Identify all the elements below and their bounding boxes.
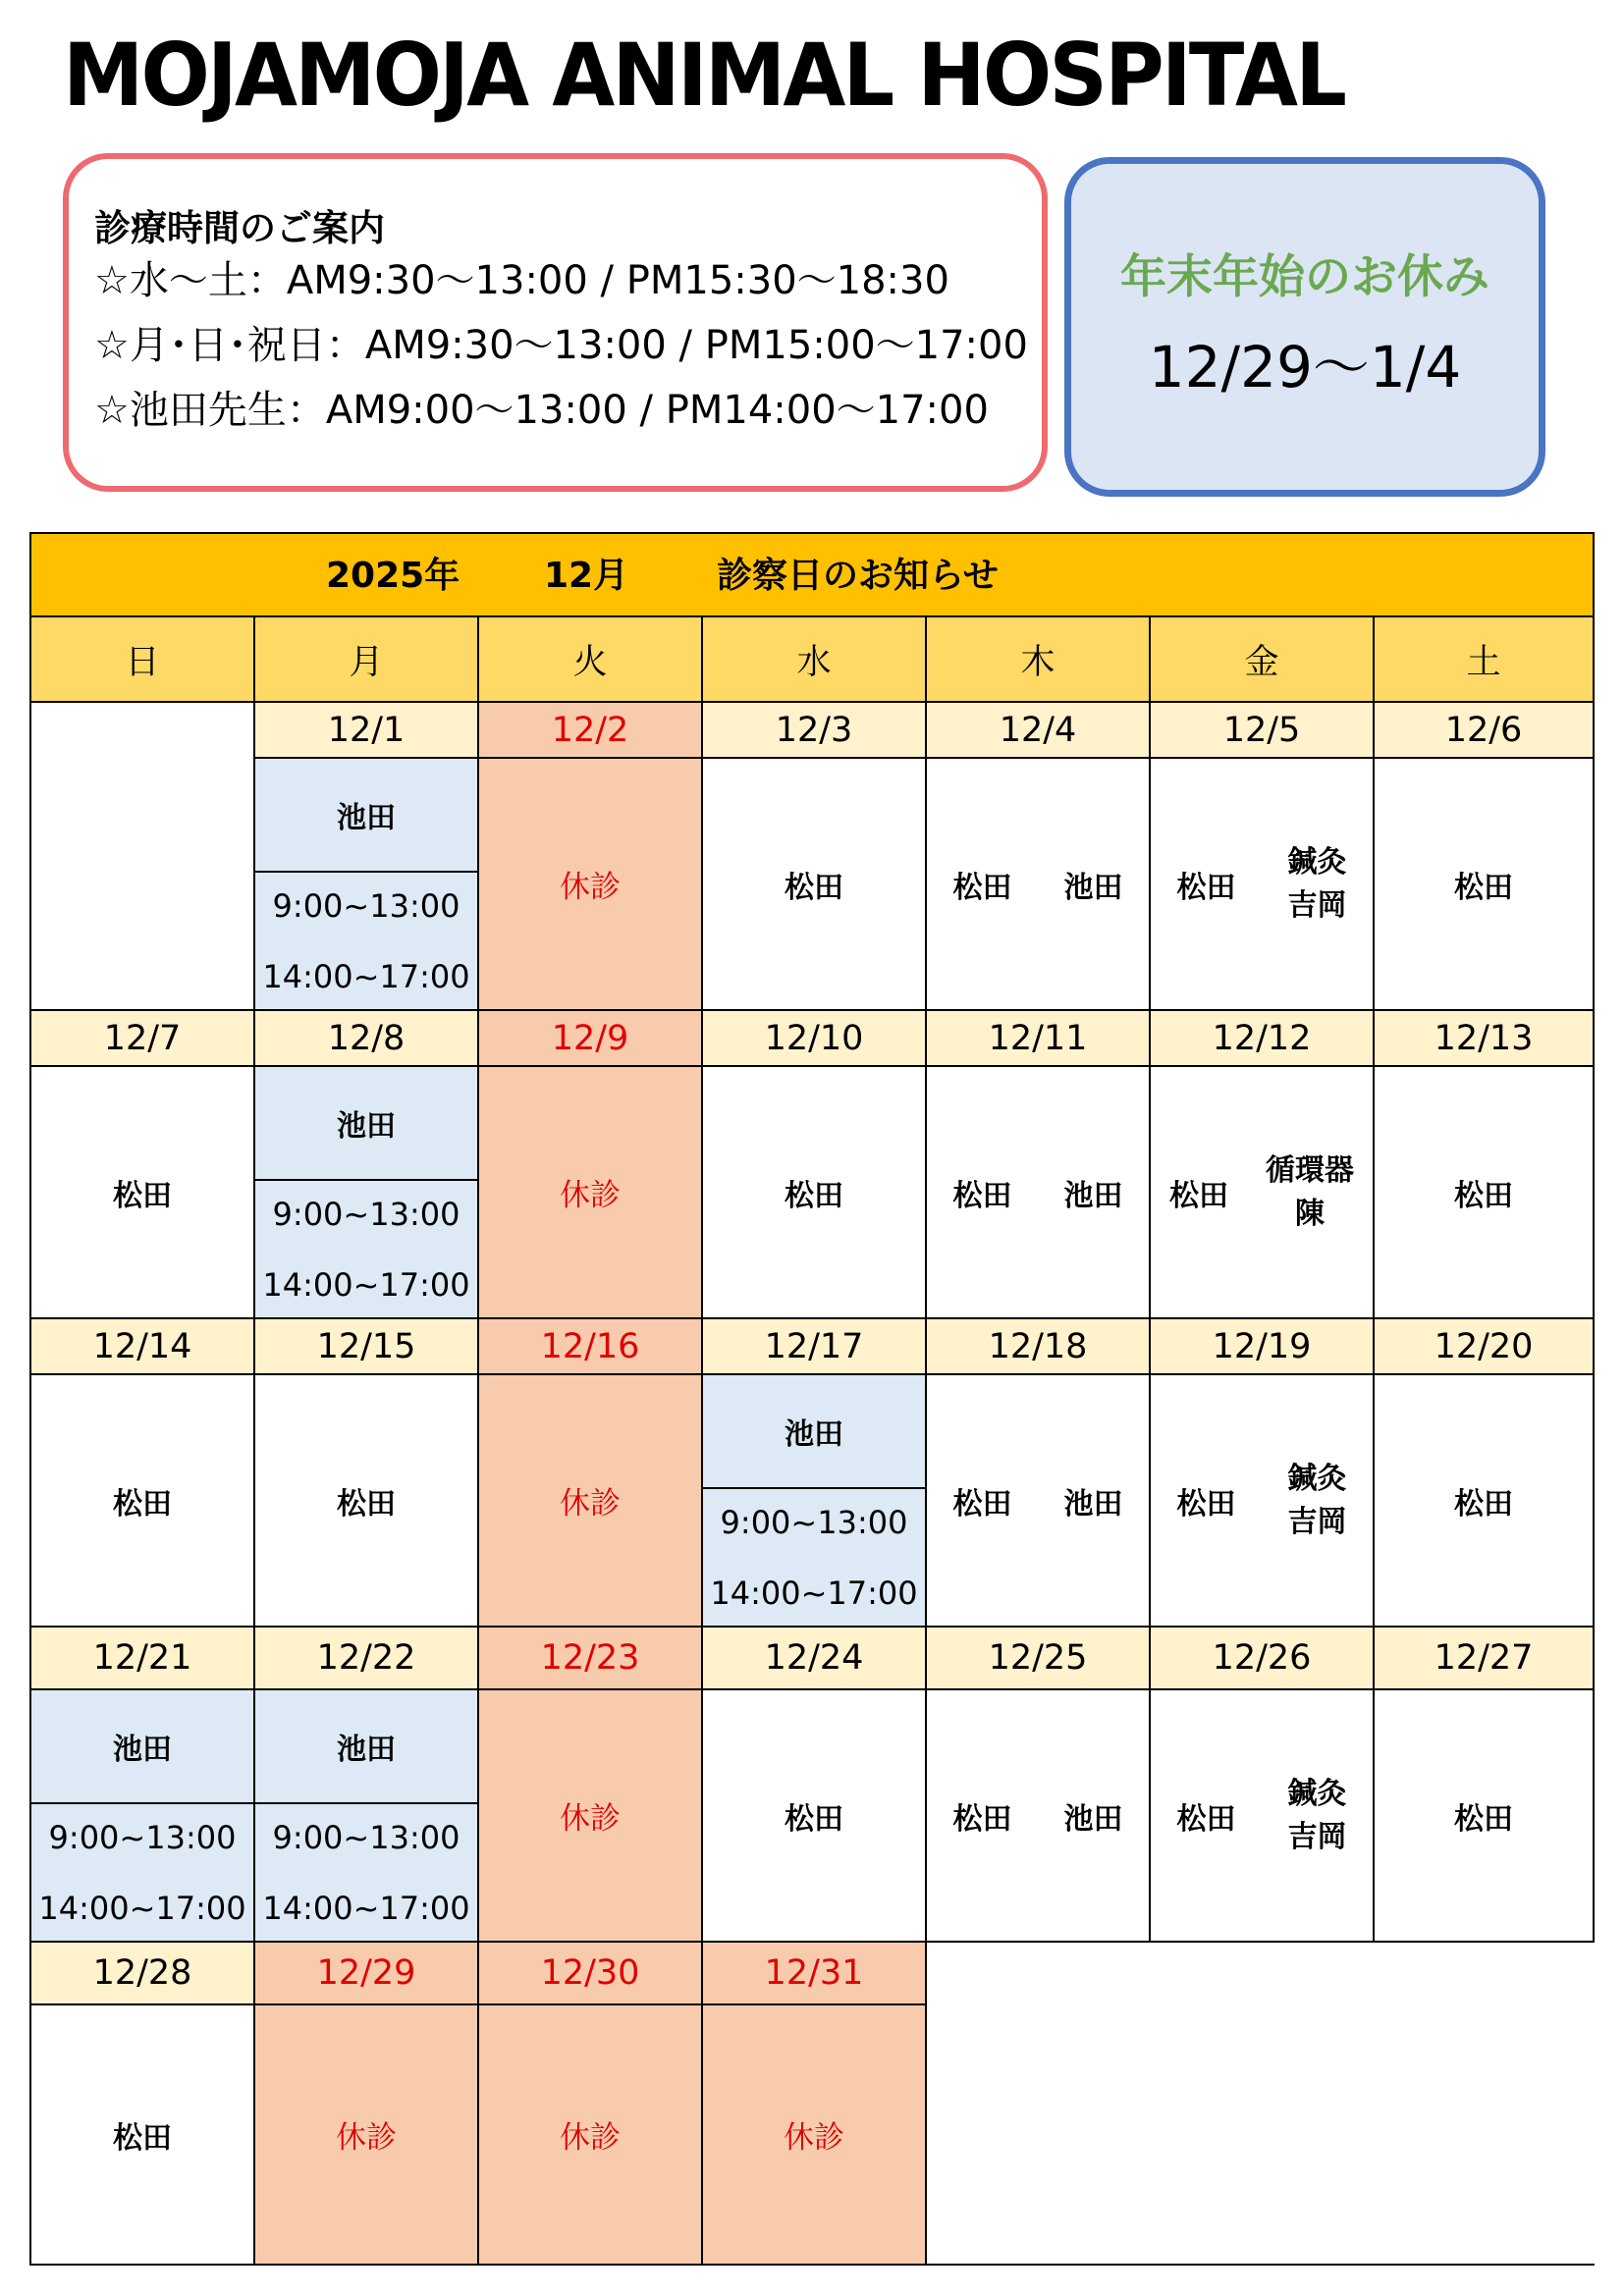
date-cell: 12/23 <box>479 1628 703 1690</box>
date-cell: 12/1 <box>255 703 479 759</box>
doctor-cell <box>31 1375 255 1628</box>
date-cell: 12/22 <box>255 1628 479 1690</box>
ikeda-hours-cell <box>255 1181 479 1319</box>
doctor-cell <box>703 1067 927 1319</box>
holiday-dates: 12/29～1/4 <box>1148 334 1462 400</box>
ikeda-am-hours: 9:00~13:00 <box>720 1503 908 1541</box>
doctor-matsuda: 松田 <box>113 2120 172 2156</box>
doctor-matsuda: 松田 <box>1176 870 1236 905</box>
date-cell: 12/20 <box>1375 1319 1595 1375</box>
ikeda-hours-cell <box>255 1804 479 1943</box>
ikeda-pm-hours: 14:00~17:00 <box>38 1889 246 1927</box>
doctor-chen: 陳 <box>1295 1196 1325 1231</box>
doctor-cell <box>31 2005 255 2266</box>
ikeda-pm-hours: 14:00~17:00 <box>262 1265 470 1304</box>
ikeda-pm-hours: 14:00~17:00 <box>710 1574 918 1612</box>
date-cell: 12/9 <box>479 1011 703 1067</box>
ikeda-am-hours: 9:00~13:00 <box>272 1195 460 1233</box>
empty-cell <box>927 1943 1595 2266</box>
date-cell: 12/11 <box>927 1011 1151 1067</box>
weekday-6: 土 <box>1375 617 1595 703</box>
doctor-cell <box>927 1375 1151 1628</box>
date-cell: 12/18 <box>927 1319 1151 1375</box>
calendar <box>29 532 1595 2266</box>
specialist <box>1288 1458 1347 1544</box>
doctor-cell <box>927 1067 1151 1319</box>
hours-title: 診療時間のご案内 <box>94 207 385 249</box>
date-cell: 12/2 <box>479 703 703 759</box>
doctor-matsuda: 松田 <box>337 1486 396 1522</box>
doctor-matsuda: 松田 <box>785 1801 843 1837</box>
doctor-cell <box>703 759 927 1011</box>
doctor-cell <box>927 759 1151 1011</box>
hours-line-mon-sun-holiday: ☆月･日･祝日：AM9:30～13:00 / PM15:00～17:00 <box>94 323 1028 368</box>
ikeda-am-hours: 9:00~13:00 <box>272 1818 460 1856</box>
doctor-cell <box>1375 1375 1595 1628</box>
doctor-matsuda: 松田 <box>1454 1801 1513 1837</box>
closed-cell <box>479 2005 703 2266</box>
closed-cell <box>255 2005 479 2266</box>
hospital-title: MOJAMOJA ANIMAL HOSPITAL <box>63 25 1345 126</box>
weekday-0: 日 <box>31 617 255 703</box>
doctor-matsuda: 松田 <box>1454 1178 1513 1213</box>
date-cell: 12/14 <box>31 1319 255 1375</box>
weekday-3: 水 <box>703 617 927 703</box>
doctor-cardio: 循環器 <box>1266 1152 1354 1188</box>
ikeda-am-hours: 9:00~13:00 <box>48 1818 237 1856</box>
date-cell: 12/29 <box>255 1943 479 2005</box>
doctor-matsuda: 松田 <box>113 1486 172 1522</box>
date-cell: 12/30 <box>479 1943 703 2005</box>
calendar-month: 12月 <box>544 556 629 596</box>
date-cell: 12/26 <box>1151 1628 1375 1690</box>
doctor-cell <box>1151 1375 1375 1628</box>
date-cell: 12/19 <box>1151 1319 1375 1375</box>
closed-label: 休診 <box>560 1801 621 1837</box>
doctor-cell <box>927 1690 1151 1943</box>
date-cell: 12/3 <box>703 703 927 759</box>
specialist <box>1266 1149 1354 1236</box>
closed-cell <box>479 1690 703 1943</box>
doctor-matsuda: 松田 <box>1169 1178 1228 1213</box>
doctor-cell <box>1375 1690 1595 1943</box>
doctor-matsuda: 松田 <box>952 870 1012 905</box>
doctor-cell <box>703 1690 927 1943</box>
ikeda-hours-cell <box>31 1804 255 1943</box>
doctor-acupuncture: 鍼灸 <box>1287 1461 1347 1496</box>
closed-label: 休診 <box>336 2120 397 2156</box>
holiday-box <box>1064 157 1545 497</box>
date-cell: 12/17 <box>703 1319 927 1375</box>
ikeda-name-cell: 池田 <box>255 1067 479 1181</box>
doctor-cell <box>1375 1067 1595 1319</box>
doctor-cell <box>1375 759 1595 1011</box>
empty-cell <box>31 703 255 1011</box>
closed-label: 休診 <box>560 2120 621 2156</box>
doctor-ikeda: 池田 <box>1063 1178 1123 1213</box>
doctor-acupuncture: 鍼灸 <box>1287 1776 1347 1811</box>
doctor-matsuda: 松田 <box>1176 1801 1236 1837</box>
doctor-matsuda: 松田 <box>952 1801 1012 1837</box>
ikeda-name-cell: 池田 <box>703 1375 927 1489</box>
date-cell: 12/10 <box>703 1011 927 1067</box>
specialist <box>1288 1773 1347 1859</box>
specialist <box>1288 841 1347 928</box>
closed-label: 休診 <box>560 1178 621 1213</box>
date-cell: 12/27 <box>1375 1628 1595 1690</box>
doctor-cell <box>31 1067 255 1319</box>
date-cell: 12/8 <box>255 1011 479 1067</box>
doctor-matsuda: 松田 <box>785 870 843 905</box>
doctor-ikeda: 池田 <box>1063 1486 1123 1522</box>
date-cell: 12/31 <box>703 1943 927 2005</box>
date-cell: 12/13 <box>1375 1011 1595 1067</box>
ikeda-pm-hours: 14:00~17:00 <box>262 957 470 995</box>
closed-cell <box>479 1067 703 1319</box>
doctor-matsuda: 松田 <box>1176 1486 1236 1522</box>
date-cell: 12/25 <box>927 1628 1151 1690</box>
calendar-header <box>31 534 1593 617</box>
date-cell: 12/28 <box>31 1943 255 2005</box>
date-cell: 12/7 <box>31 1011 255 1067</box>
closed-cell <box>479 759 703 1011</box>
closed-cell <box>479 1375 703 1628</box>
doctor-matsuda: 松田 <box>1454 870 1513 905</box>
date-cell: 12/12 <box>1151 1011 1375 1067</box>
ikeda-pm-hours: 14:00~17:00 <box>262 1889 470 1927</box>
doctor-matsuda: 松田 <box>113 1178 172 1213</box>
closed-label: 休診 <box>784 2120 844 2156</box>
ikeda-am-hours: 9:00~13:00 <box>272 886 460 925</box>
doctor-cell <box>1151 1690 1375 1943</box>
doctor-matsuda: 松田 <box>952 1178 1012 1213</box>
doctor-ikeda: 池田 <box>1063 1801 1123 1837</box>
doctor-acupuncture: 鍼灸 <box>1287 844 1347 880</box>
ikeda-hours-cell <box>255 873 479 1011</box>
hours-box <box>63 153 1048 492</box>
doctor-yoshioka: 吉岡 <box>1287 1504 1347 1539</box>
holiday-title: 年末年始のお休み <box>1120 250 1489 304</box>
doctor-matsuda: 松田 <box>1454 1486 1513 1522</box>
hours-line-ikeda: ☆池田先生：AM9:00～13:00 / PM14:00～17:00 <box>94 388 989 433</box>
weekday-1: 月 <box>255 617 479 703</box>
doctor-cell <box>1151 1067 1375 1319</box>
closed-label: 休診 <box>560 870 621 905</box>
closed-label: 休診 <box>560 1486 621 1522</box>
date-cell: 12/24 <box>703 1628 927 1690</box>
ikeda-name-cell: 池田 <box>255 1690 479 1804</box>
doctor-cell <box>255 1375 479 1628</box>
ikeda-hours-cell <box>703 1489 927 1628</box>
weekday-4: 木 <box>927 617 1151 703</box>
weekday-5: 金 <box>1151 617 1375 703</box>
doctor-yoshioka: 吉岡 <box>1287 1819 1347 1854</box>
date-cell: 12/15 <box>255 1319 479 1375</box>
weekday-2: 火 <box>479 617 703 703</box>
closed-cell <box>703 2005 927 2266</box>
date-cell: 12/5 <box>1151 703 1375 759</box>
date-cell: 12/4 <box>927 703 1151 759</box>
date-cell: 12/16 <box>479 1319 703 1375</box>
hours-line-wed-sat: ☆水～土：AM9:30～13:00 / PM15:30～18:30 <box>94 258 949 303</box>
date-cell: 12/6 <box>1375 703 1595 759</box>
ikeda-name-cell: 池田 <box>31 1690 255 1804</box>
doctor-cell <box>1151 759 1375 1011</box>
ikeda-name-cell: 池田 <box>255 759 479 873</box>
calendar-year: 2025年 <box>326 556 460 596</box>
doctor-ikeda: 池田 <box>1063 870 1123 905</box>
doctor-matsuda: 松田 <box>952 1486 1012 1522</box>
doctor-matsuda: 松田 <box>785 1178 843 1213</box>
calendar-caption: 診察日のお知らせ <box>717 556 999 596</box>
date-cell: 12/21 <box>31 1628 255 1690</box>
doctor-yoshioka: 吉岡 <box>1287 887 1347 923</box>
